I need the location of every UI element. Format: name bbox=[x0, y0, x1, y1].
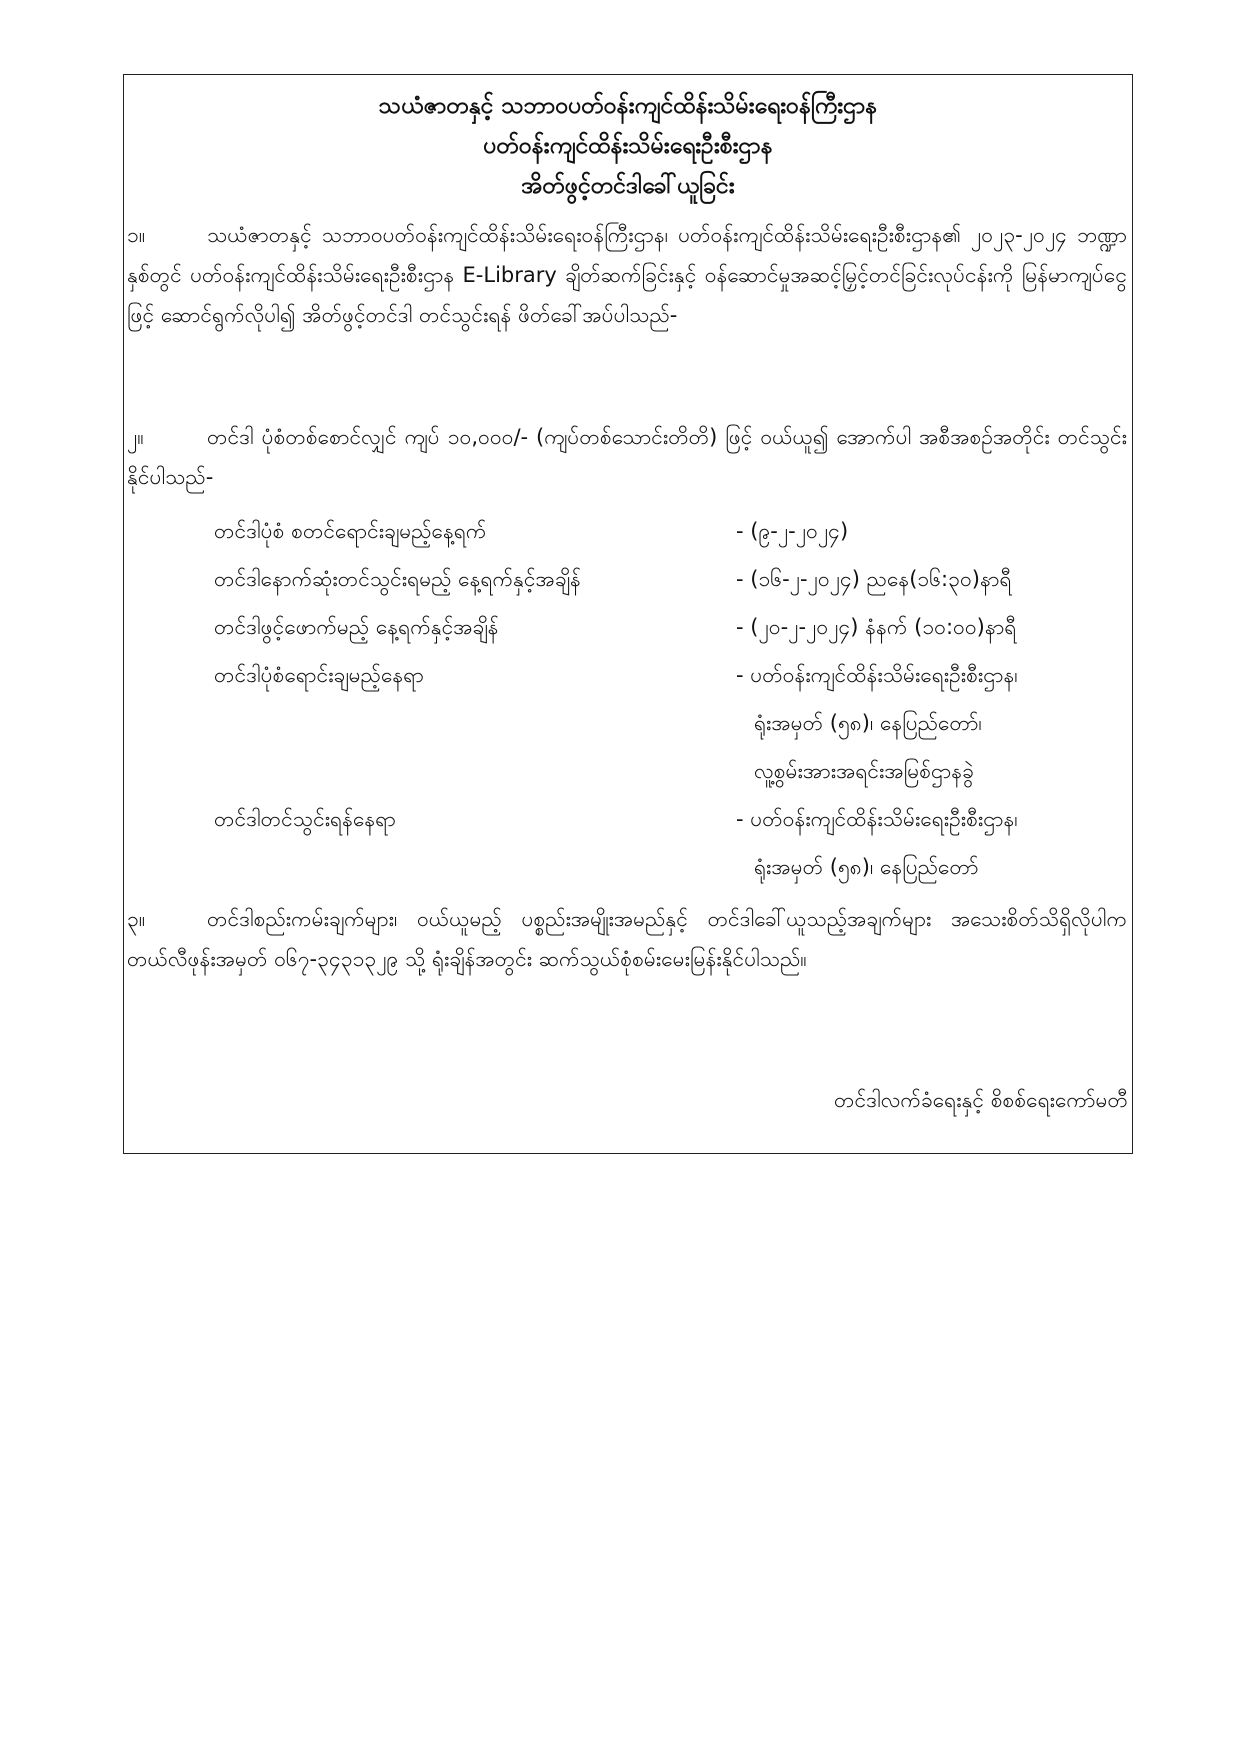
paragraph-2-text: တင်ဒါ ပုံစံတစ်စောင်လျှင် ကျပ် ၁၀,၀၀၀/- (ကျပ်တစ်သောင်းတိတိ) ဖြင့် ဝယ်ယူ၍ အောက်ပါ အစီအစဉ်အတိုင်း တင်သွင်းနိုင်ပါသည်- bbox=[127, 425, 1127, 489]
schedule-label-submit-place: တင်ဒါတင်သွင်းရန်နေရာ bbox=[214, 807, 396, 831]
schedule-label-deadline: တင်ဒါနောက်ဆုံးတင်သွင်းရမည့် နေ့ရက်နှင့်အချိန် bbox=[214, 567, 581, 591]
notice-frame bbox=[123, 74, 1133, 1154]
paragraph-1-text: သယံဇာတနှင့် သဘာဝပတ်ဝန်းကျင်ထိန်းသိမ်းရေးဝန်ကြီးဌာန၊ ပတ်ဝန်းကျင်ထိန်းသိမ်းရေးဦးစီးဌာန၏ ၂၀၂၃-၂၀၂၄ ဘဏ္ဍာနှစ်တွင် ပတ်ဝန်းကျင်ထိန်းသိမ်းရေးဦးစီးဌာန E-Library ချိတ်ဆက်ခြင်းနှင့် ဝန်ဆောင်မှုအဆင့်မြှင့်တင်ခြင်းလုပ်ငန်းကို မြန်မာကျပ်ငွေဖြင့် ဆောင်ရွက်လိုပါ၍ အိတ်ဖွင့်တင်ဒါ တင်သွင်းရန် ဖိတ်ခေါ်အပ်ပါသည်- bbox=[127, 223, 1127, 327]
paragraph-3 bbox=[127, 899, 1127, 979]
notice-title: အိတ်ဖွင့်တင်ဒါခေါ်ယူခြင်း bbox=[521, 173, 735, 199]
schedule-value-sale-place-line2: ရုံးအမှတ် (၅၈)၊ နေပြည်တော်၊ bbox=[754, 711, 982, 735]
schedule-value-sale-place: - ပတ်ဝန်းကျင်ထိန်းသိမ်းရေးဦးစီးဌာန၊ bbox=[736, 663, 1018, 687]
department-title: ပတ်ဝန်းကျင်ထိန်းသိမ်းရေးဦးစီးဌာန bbox=[483, 133, 773, 159]
paragraph-1-number: ၁။ bbox=[127, 223, 146, 247]
schedule-label-opening: တင်ဒါဖွင့်ဖောက်မည့် နေ့ရက်နှင့်အချိန် bbox=[214, 615, 499, 639]
paragraph-1 bbox=[127, 215, 1127, 335]
schedule-value-sale-place-line3: လူ့စွမ်းအားအရင်းအမြစ်ဌာနခွဲ bbox=[754, 759, 974, 783]
paragraph-2-number: ၂။ bbox=[127, 425, 144, 449]
schedule-label-sale-place: တင်ဒါပုံစံရောင်းချမည့်နေရာ bbox=[214, 663, 424, 687]
paragraph-3-text: တင်ဒါစည်းကမ်းချက်များ၊ ဝယ်ယူမည့် ပစ္စည်းအမျိုးအမည်နှင့် တင်ဒါခေါ်ယူသည့်အချက်များ အသေးစိတ်သိရှိလိုပါက တယ်လီဖုန်းအမှတ် ၀၆၇-၃၄၃၁၃၂၉ သို့ ရုံးချိန်အတွင်း ဆက်သွယ်စုံစမ်းမေးမြန်းနိုင်ပါသည်။ bbox=[127, 907, 1127, 971]
paragraph-3-number: ၃။ bbox=[127, 907, 146, 931]
schedule-value-submit-place-line2: ရုံးအမှတ် (၅၈)၊ နေပြည်တော် bbox=[754, 855, 979, 879]
schedule-label-sale-start: တင်ဒါပုံစံ စတင်ရောင်းချမည့်နေ့ရက် bbox=[214, 519, 487, 543]
schedule-value-submit-place: - ပတ်ဝန်းကျင်ထိန်းသိမ်းရေးဦးစီးဌာန၊ bbox=[736, 807, 1018, 831]
paragraph-2 bbox=[127, 417, 1127, 497]
ministry-title: သယံဇာတနှင့် သဘာဝပတ်ဝန်းကျင်ထိန်းသိမ်းရေးဝန်ကြီးဌာန bbox=[378, 93, 878, 119]
schedule-value-sale-start: - (၉-၂-၂၀၂၄) bbox=[736, 519, 849, 543]
schedule-value-deadline: - (၁၆-၂-၂၀၂၄) ညနေ(၁၆:၃၀)နာရီ bbox=[736, 567, 1012, 591]
committee-signature: တင်ဒါလက်ခံရေးနှင့် စိစစ်ရေးကော်မတီ bbox=[834, 1088, 1128, 1112]
schedule-value-opening: - (၂၀-၂-၂၀၂၄) နံနက် (၁၀:၀၀)နာရီ bbox=[736, 615, 1017, 639]
